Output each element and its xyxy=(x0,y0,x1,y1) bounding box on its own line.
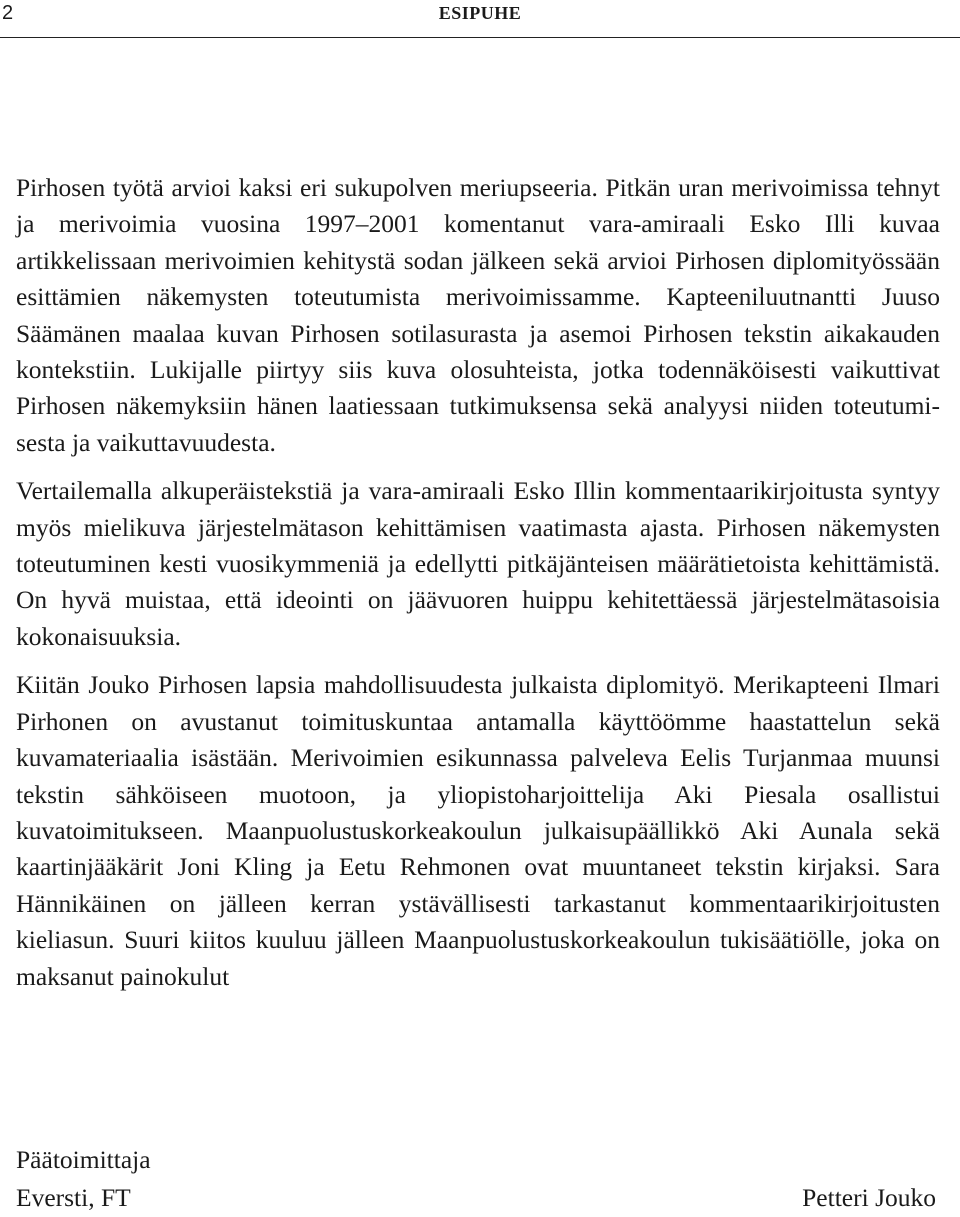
signature-name: Petteri Jouko xyxy=(802,1183,936,1212)
paragraph-1: Pirhosen työtä arvioi kaksi eri sukupolven meriupseeria. Pitkän uran merivoimissa tehnyt ja merivoimia vuosina 1997–2001 komentanut vara-amiraali Esko Illi kuvaa artikkelissaan merivoimien kehitystä sodan jälkeen sekä arvioi Pirhosen diplomityössään esittämien näkemysten toteutumista merivoimissamme. Kapteeniluutnantti Juuso Säämänen maalaa kuvan Pirhosen sotilasurasta ja asemoi Pirhosen tekstin aikakauden kontekstiin. Lukijalle piirtyy siis kuva olosuhteista, jotka todennäköisesti vaikuttivat Pirhosen näkemyksiin hänen laatiessaan tutkimuksensa sekä analyysi niiden toteutumisesta ja vaikuttavuudesta. xyxy=(16,173,940,457)
body-text xyxy=(16,170,940,1007)
paragraph-3: Kiitän Jouko Pirhosen lapsia mahdollisuudesta julkaista diplomityö. Merikapteeni Ilmari Pirhonen on avustanut toimituskuntaa antamalla käyttöömme haastattelun sekä kuvamateriaalia isästään. Merivoimien esikunnassa palveleva Eelis Turjanmaa muunsi tekstin sähköiseen muotoon, ja yliopistoharjoittelija Aki Piesala osallistui kuvatoimitukseen. Maanpuolustuskorkeakoulun julkaisupäällikkö Aki Aunala sekä kaartinjääkärit Joni Kling ja Eetu Rehmonen ovat muuntaneet tekstin kirjaksi. Sara Hännikäinen on jälleen kerran ystävällisesti tarkastanut kommentaarikirjoitusten kieliasun. Suuri kiitos kuuluu jälleen Maanpuolustuskorkeakoulun tukisäätiölle, joka on maksanut painokulut xyxy=(16,670,940,991)
running-head: ESIPUHE xyxy=(438,3,522,23)
signature-title: Päätoimittaja xyxy=(16,1145,151,1174)
page-header xyxy=(0,0,960,38)
page-number: 2 xyxy=(2,2,14,24)
paragraph-2: Vertailemalla alkuperäistekstiä ja vara-amiraali Esko Illin kommentaarikirjoitusta syntyy myös mielikuva järjestelmätason kehittämisen vaatimasta ajasta. Pirhosen näkemysten toteutuminen kesti vuosikymmeniä ja edellytti pitkäjänteisen määrätietoista kehittämistä. On hyvä muistaa, että ideointi on jäävuoren huippu kehitettäessä järjestelmätasoisia kokonaisuuksia. xyxy=(16,476,940,651)
signature-rank: Eversti, FT xyxy=(16,1183,131,1212)
